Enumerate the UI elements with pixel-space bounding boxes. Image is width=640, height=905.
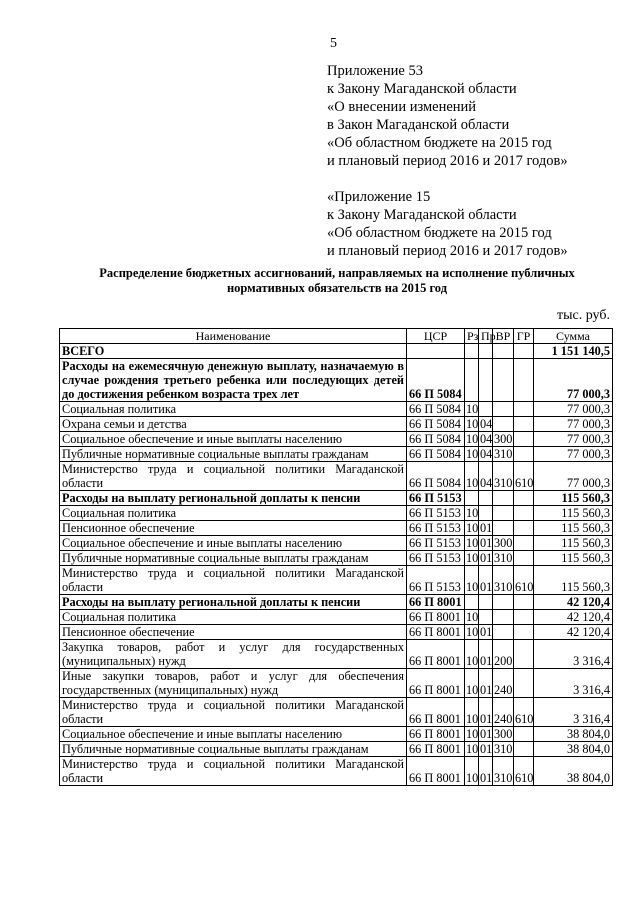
cell-rz: 10 bbox=[465, 566, 479, 595]
cell-sum: 77 000,3 bbox=[534, 359, 613, 402]
cell-name: Расходы на ежемесячную денежную выплату, назначаемую в случае рождения третьего ребенка или последующих детей до достижения ребенком возраста трех лет bbox=[60, 359, 407, 402]
table-row bbox=[60, 491, 613, 506]
cell-name: Пенсионное обеспечение bbox=[60, 625, 407, 640]
cell-name: Министерство труда и социальной политики Магаданской области bbox=[60, 566, 407, 595]
header-pr: Пр bbox=[479, 329, 493, 344]
cell-csr: 66 П 8001 bbox=[407, 757, 465, 786]
cell-rz: 10 bbox=[466, 506, 479, 520]
cell-rz: 10 bbox=[466, 432, 479, 446]
header-rz: Рз bbox=[465, 329, 479, 344]
table-body bbox=[60, 344, 613, 786]
cell-pr: 01 bbox=[479, 698, 493, 727]
cell-rz: 10 bbox=[465, 757, 479, 786]
cell-vr bbox=[493, 506, 514, 521]
cell-pr: 04 bbox=[480, 447, 493, 461]
cell-sum: 42 120,4 bbox=[534, 595, 613, 610]
cell-sum: 77 000,3 bbox=[534, 417, 613, 432]
cell-name: Социальное обеспечение и иные выплаты населению bbox=[60, 536, 407, 551]
cell-vr: 310 bbox=[494, 447, 513, 461]
cell-name: Социальная политика bbox=[60, 610, 407, 625]
cell-vr bbox=[493, 344, 514, 359]
cell-gr bbox=[514, 417, 534, 432]
cell-rz: 10 bbox=[465, 462, 479, 491]
cell-csr: 66 П 5153 bbox=[407, 566, 465, 595]
cell-gr bbox=[514, 640, 534, 669]
cell-sum: 115 560,3 bbox=[534, 536, 613, 551]
cell-rz: 10 bbox=[466, 521, 479, 535]
cell-csr: 66 П 8001 bbox=[407, 698, 465, 727]
annex-line: «Об областном бюджете на 2015 год bbox=[327, 225, 552, 241]
cell-rz bbox=[465, 344, 479, 359]
cell-pr: 01 bbox=[479, 757, 493, 786]
cell-vr bbox=[493, 491, 514, 506]
cell-pr: 01 bbox=[480, 727, 493, 741]
cell-csr: 66 П 5084 bbox=[407, 432, 465, 447]
cell-vr: 300 bbox=[494, 536, 513, 550]
cell-gr bbox=[514, 669, 534, 698]
annex-line: к Закону Магаданской области bbox=[327, 207, 517, 223]
annex-line: «Приложение 15 bbox=[327, 189, 431, 205]
cell-csr: 66 П 8001 bbox=[407, 625, 465, 640]
cell-name: Социальное обеспечение и иные выплаты населению bbox=[60, 727, 407, 742]
units-label: тыс. руб. bbox=[557, 308, 610, 323]
table-row bbox=[60, 506, 613, 521]
cell-name: Социальное обеспечение и иные выплаты населению bbox=[60, 432, 407, 447]
cell-sum: 115 560,3 bbox=[534, 521, 613, 536]
cell-csr: 66 П 5153 bbox=[407, 521, 465, 536]
annex-line: и плановый период 2016 и 2017 годов» bbox=[327, 243, 568, 259]
cell-csr: 66 П 5084 bbox=[407, 359, 465, 402]
cell-name: Публичные нормативные социальные выплаты гражданам bbox=[60, 551, 407, 566]
cell-pr: 04 bbox=[480, 432, 493, 446]
cell-gr: 610 bbox=[514, 566, 534, 595]
cell-gr bbox=[514, 610, 534, 625]
cell-gr bbox=[514, 506, 534, 521]
header-name: Наименование bbox=[60, 329, 407, 344]
cell-rz: 10 bbox=[466, 402, 479, 416]
cell-name: Расходы на выплату региональной доплаты к пенсии bbox=[60, 595, 407, 610]
annex-line: в Закон Магаданской области bbox=[327, 117, 510, 133]
table-row bbox=[60, 521, 613, 536]
table-header-row bbox=[60, 329, 613, 344]
cell-sum: 42 120,4 bbox=[534, 610, 613, 625]
cell-vr bbox=[493, 625, 514, 640]
cell-vr bbox=[493, 417, 514, 432]
header-csr: ЦСР bbox=[407, 329, 465, 344]
cell-rz: 10 bbox=[466, 536, 479, 550]
table-row bbox=[60, 566, 613, 595]
cell-rz: 10 bbox=[465, 698, 479, 727]
cell-name: Пенсионное обеспечение bbox=[60, 521, 407, 536]
cell-sum: 115 560,3 bbox=[534, 566, 613, 595]
cell-sum: 77 000,3 bbox=[534, 432, 613, 447]
cell-rz bbox=[465, 595, 479, 610]
cell-rz bbox=[465, 359, 479, 402]
annex-header bbox=[327, 62, 568, 260]
cell-gr: 610 bbox=[514, 698, 534, 727]
table-row bbox=[60, 698, 613, 727]
cell-gr: 610 bbox=[514, 462, 534, 491]
cell-pr bbox=[479, 359, 493, 402]
cell-sum: 38 804,0 bbox=[534, 742, 613, 757]
cell-sum: 115 560,3 bbox=[534, 506, 613, 521]
table-row bbox=[60, 669, 613, 698]
cell-pr: 04 bbox=[479, 462, 493, 491]
cell-gr bbox=[514, 521, 534, 536]
cell-sum: 1 151 140,5 bbox=[534, 344, 613, 359]
cell-sum: 115 560,3 bbox=[534, 551, 613, 566]
table-row bbox=[60, 402, 613, 417]
table-row bbox=[60, 625, 613, 640]
cell-pr: 01 bbox=[480, 625, 493, 639]
cell-gr bbox=[514, 359, 534, 402]
cell-name: Публичные нормативные социальные выплаты гражданам bbox=[60, 447, 407, 462]
cell-gr bbox=[514, 432, 534, 447]
cell-vr bbox=[493, 595, 514, 610]
cell-name: Министерство труда и социальной политики Магаданской области bbox=[60, 462, 407, 491]
annex-line: Приложение 53 bbox=[327, 63, 423, 79]
title-line: нормативных обязательств на 2015 год bbox=[226, 281, 448, 295]
cell-vr: 300 bbox=[494, 727, 513, 741]
cell-vr: 310 bbox=[493, 757, 514, 786]
cell-csr bbox=[407, 344, 465, 359]
cell-gr: 610 bbox=[514, 757, 534, 786]
table-row bbox=[60, 447, 613, 462]
cell-rz bbox=[465, 491, 479, 506]
table-row bbox=[60, 462, 613, 491]
cell-name: Охрана семьи и детства bbox=[60, 417, 407, 432]
cell-pr: 01 bbox=[480, 551, 493, 565]
cell-pr: 04 bbox=[480, 417, 493, 431]
cell-vr bbox=[493, 610, 514, 625]
cell-gr bbox=[514, 742, 534, 757]
table-row bbox=[60, 595, 613, 610]
cell-csr: 66 П 5153 bbox=[407, 506, 465, 521]
header-sum: Сумма bbox=[534, 329, 613, 344]
table-row bbox=[60, 551, 613, 566]
cell-pr: 01 bbox=[479, 566, 493, 595]
table-row bbox=[60, 757, 613, 786]
cell-sum: 77 000,3 bbox=[534, 447, 613, 462]
header-gr: ГР bbox=[514, 329, 534, 344]
cell-rz: 10 bbox=[466, 727, 479, 741]
cell-rz: 10 bbox=[465, 669, 479, 698]
cell-vr bbox=[493, 521, 514, 536]
cell-csr: 66 П 8001 bbox=[407, 742, 465, 757]
cell-gr bbox=[514, 447, 534, 462]
cell-gr bbox=[514, 727, 534, 742]
cell-pr bbox=[479, 610, 493, 625]
cell-name: Закупка товаров, работ и услуг для государственных (муниципальных) нужд bbox=[60, 640, 407, 669]
cell-pr: 01 bbox=[480, 521, 493, 535]
cell-gr bbox=[514, 625, 534, 640]
cell-name: ВСЕГО bbox=[60, 344, 407, 359]
cell-rz: 10 bbox=[466, 742, 479, 756]
cell-sum: 38 804,0 bbox=[534, 727, 613, 742]
cell-gr bbox=[514, 402, 534, 417]
cell-vr: 310 bbox=[493, 462, 514, 491]
cell-sum: 77 000,3 bbox=[534, 462, 613, 491]
cell-gr bbox=[514, 595, 534, 610]
cell-name: Министерство труда и социальной политики Магаданской области bbox=[60, 698, 407, 727]
cell-pr: 01 bbox=[480, 742, 493, 756]
cell-rz: 10 bbox=[466, 417, 479, 431]
table-row bbox=[60, 344, 613, 359]
cell-pr: 01 bbox=[479, 669, 493, 698]
cell-sum: 115 560,3 bbox=[534, 491, 613, 506]
cell-name: Расходы на выплату региональной доплаты к пенсии bbox=[60, 491, 407, 506]
cell-csr: 66 П 5084 bbox=[407, 462, 465, 491]
cell-csr: 66 П 5153 bbox=[407, 551, 465, 566]
cell-csr: 66 П 5084 bbox=[407, 417, 465, 432]
cell-gr bbox=[514, 551, 534, 566]
annex-line: и плановый период 2016 и 2017 годов» bbox=[327, 153, 568, 169]
cell-csr: 66 П 5084 bbox=[407, 402, 465, 417]
cell-pr bbox=[479, 491, 493, 506]
cell-pr: 01 bbox=[479, 640, 493, 669]
annex-line: «Об областном бюджете на 2015 год bbox=[327, 135, 552, 151]
cell-vr: 300 bbox=[494, 432, 513, 446]
page-number: 5 bbox=[330, 36, 337, 51]
table-row bbox=[60, 359, 613, 402]
cell-sum: 3 316,4 bbox=[534, 698, 613, 727]
cell-sum: 38 804,0 bbox=[534, 757, 613, 786]
cell-name: Социальная политика bbox=[60, 402, 407, 417]
cell-vr bbox=[493, 359, 514, 402]
cell-rz: 10 bbox=[466, 610, 479, 624]
cell-csr: 66 П 5153 bbox=[407, 536, 465, 551]
cell-rz: 10 bbox=[466, 551, 479, 565]
cell-vr: 240 bbox=[493, 698, 514, 727]
title-line: Распределение бюджетных ассигнований, направляемых на исполнение публичных bbox=[99, 266, 575, 280]
cell-pr bbox=[479, 595, 493, 610]
cell-name: Публичные нормативные социальные выплаты гражданам bbox=[60, 742, 407, 757]
cell-vr: 310 bbox=[493, 566, 514, 595]
cell-name: Министерство труда и социальной политики Магаданской области bbox=[60, 757, 407, 786]
cell-vr: 240 bbox=[493, 669, 514, 698]
cell-csr: 66 П 5084 bbox=[407, 447, 465, 462]
table-row bbox=[60, 640, 613, 669]
table-row bbox=[60, 536, 613, 551]
cell-gr bbox=[514, 536, 534, 551]
annex-line: «О внесении изменений bbox=[327, 99, 477, 115]
table-row bbox=[60, 610, 613, 625]
cell-pr: 01 bbox=[480, 536, 493, 550]
cell-csr: 66 П 8001 bbox=[407, 669, 465, 698]
table-row bbox=[60, 417, 613, 432]
cell-sum: 3 316,4 bbox=[534, 640, 613, 669]
cell-pr bbox=[479, 402, 493, 417]
cell-gr bbox=[514, 491, 534, 506]
cell-csr: 66 П 5153 bbox=[407, 491, 465, 506]
cell-name: Иные закупки товаров, работ и услуг для обеспечения государственных (муниципальных) нужд bbox=[60, 669, 407, 698]
cell-csr: 66 П 8001 bbox=[407, 610, 465, 625]
cell-pr bbox=[479, 506, 493, 521]
cell-csr: 66 П 8001 bbox=[407, 727, 465, 742]
cell-sum: 42 120,4 bbox=[534, 625, 613, 640]
cell-rz: 10 bbox=[465, 640, 479, 669]
table-row bbox=[60, 432, 613, 447]
cell-csr: 66 П 8001 bbox=[407, 640, 465, 669]
cell-vr bbox=[493, 402, 514, 417]
header-vr: ВР bbox=[493, 329, 514, 344]
cell-csr: 66 П 8001 bbox=[407, 595, 465, 610]
cell-sum: 3 316,4 bbox=[534, 669, 613, 698]
table-row bbox=[60, 742, 613, 757]
cell-rz: 10 bbox=[466, 625, 479, 639]
cell-rz: 10 bbox=[466, 447, 479, 461]
cell-vr: 200 bbox=[493, 640, 514, 669]
cell-name: Социальная политика bbox=[60, 506, 407, 521]
cell-vr: 310 bbox=[494, 551, 513, 565]
cell-gr bbox=[514, 344, 534, 359]
cell-sum: 77 000,3 bbox=[534, 402, 613, 417]
cell-pr bbox=[479, 344, 493, 359]
annex-line: к Закону Магаданской области bbox=[327, 81, 517, 97]
cell-vr: 310 bbox=[494, 742, 513, 756]
table-row bbox=[60, 727, 613, 742]
budget-table bbox=[59, 328, 613, 786]
document-title bbox=[60, 266, 614, 296]
